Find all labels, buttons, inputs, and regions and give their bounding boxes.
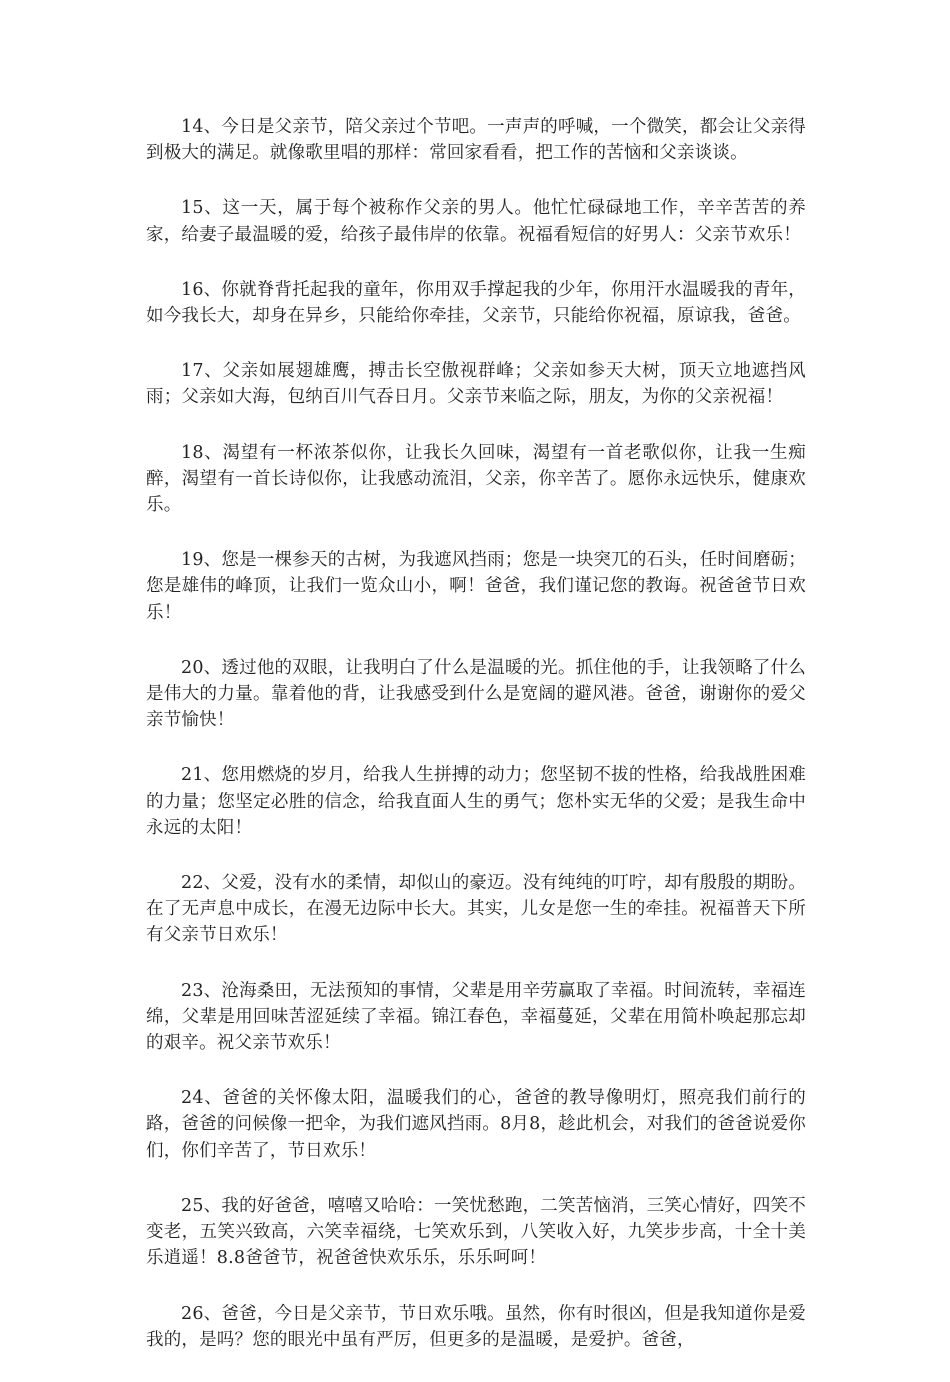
paragraph-19: 19、您是一棵参天的古树，为我遮风挡雨；您是一块突兀的石头，任时间磨砺；您是雄伟的峰顶，让我们一览众山小，啊！爸爸，我们谨记您的教诲。祝爸爸节日欢乐！: [146, 550, 806, 623]
paragraph-26: 26、爸爸，今日是父亲节，节日欢乐哦。虽然，你有时很凶，但是我知道你是爱我的，是吗？您的眼光中虽有严厉，但更多的是温暖，是爱护。爸爸，: [146, 1303, 806, 1350]
paragraph-15: 15、这一天，属于每个被称作父亲的男人。他忙忙碌碌地工作，辛辛苦苦的养家，给妻子最温暖的爱，给孩子最伟岸的依靠。祝福看短信的好男人：父亲节欢乐！: [146, 198, 806, 245]
paragraph-16: 16、你就脊背托起我的童年，你用双手撑起我的少年，你用汗水温暖我的青年，如今我长大，却身在异乡，只能给你牵挂，父亲节，只能给你祝福，原谅我，爸爸。: [146, 279, 806, 327]
paragraph-20: 20、透过他的双眼，让我明白了什么是温暖的光。抓住他的手，让我领略了什么是伟大的力量。靠着他的背，让我感受到什么是宽阔的避风港。爸爸，谢谢你的爱父亲节愉快！: [146, 657, 806, 731]
paragraph-14: 14、今日是父亲节，陪父亲过个节吧。一声声的呼喊，一个微笑，都会让父亲得到极大的满足。就像歌里唱的那样：常回家看看，把工作的苦恼和父亲谈谈。: [146, 117, 806, 164]
paragraph-21: 21、您用燃烧的岁月，给我人生拼搏的动力；您坚韧不拔的性格，给我战胜困难的力量；您坚定必胜的信念，给我直面人生的勇气；您朴实无华的父爱；是我生命中永远的太阳！: [146, 765, 806, 838]
paragraph-25: 25、我的好爸爸，嘻嘻又哈哈：一笑忧愁跑，二笑苦恼消，三笑心情好，四笑不变老，五笑兴致高，六笑幸福绕，七笑欢乐到，八笑收入好，九笑步步高，十全十美乐逍遥！8.8爸爸节，祝爸爸快欢乐乐，乐乐呵呵！: [146, 1195, 806, 1269]
document-body: [146, 114, 806, 1382]
paragraph-22: 22、父爱，没有水的柔情，却似山的豪迈。没有纯纯的叮咛，却有殷殷的期盼。在了无声息中成长，在漫无边际中长大。其实，儿女是您一生的牵挂。祝福普天下所有父亲节日欢乐！: [146, 873, 806, 946]
paragraph-23: 23、沧海桑田，无法预知的事情，父辈是用辛劳赢取了幸福。时间流转，幸福连绵，父辈是用回味苦涩延续了幸福。锦江春色，幸福蔓延，父辈在用简朴唤起那忘却的艰辛。祝父亲节欢乐！: [146, 980, 806, 1054]
paragraph-24: 24、爸爸的关怀像太阳，温暖我们的心，爸爸的教导像明灯，照亮我们前行的路，爸爸的问候像一把伞，为我们遮风挡雨。8月8，趁此机会，对我们的爸爸说爱你们，你们辛苦了，节日欢乐！: [146, 1088, 806, 1161]
paragraph-18: 18、渴望有一杯浓茶似你，让我长久回味，渴望有一首老歌似你，让我一生痴醉，渴望有一首长诗似你，让我感动流泪，父亲，你辛苦了。愿你永远快乐，健康欢乐。: [146, 442, 806, 516]
paragraph-17: 17、父亲如展翅雄鹰，搏击长空傲视群峰；父亲如参天大树，顶天立地遮挡风雨；父亲如大海，包纳百川气吞日月。父亲节来临之际，朋友，为你的父亲祝福！: [146, 361, 806, 408]
